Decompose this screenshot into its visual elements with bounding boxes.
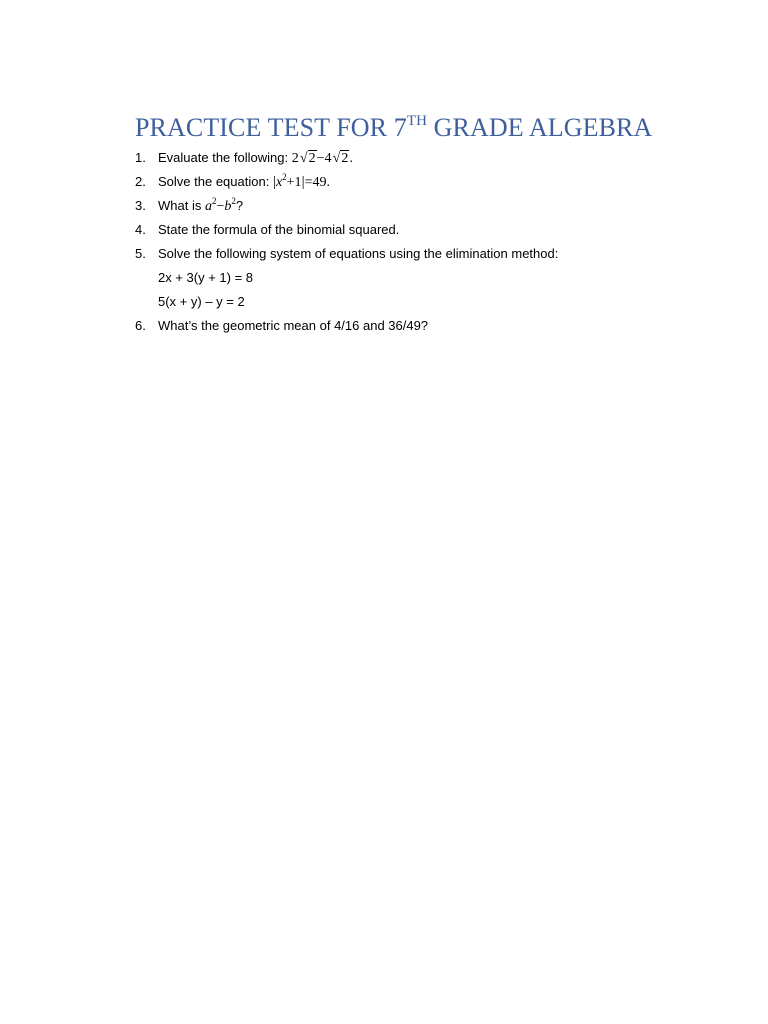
math-punctuation: ? [235,198,244,213]
question-text: Solve the following system of equations using the elimination method: [158,246,559,261]
question-5 [135,242,735,266]
question-number: 6. [135,318,146,333]
question-6 [135,314,735,338]
question-body [158,170,330,195]
math-operator: − [216,199,225,214]
question-text: What’s the geometric mean of 4/16 and 36/49? [158,318,429,333]
math-variable: x [275,175,283,190]
math-term: +1 [286,175,302,190]
radicand: 2 [308,151,316,166]
absolute-bar-left: | [272,174,276,190]
math-expression [204,196,236,214]
math-variable: a [204,199,212,214]
question-2 [135,170,735,194]
question-text: Evaluate the following: [158,150,292,165]
radicand: 2 [341,151,349,166]
title-superscript: TH [406,113,428,129]
question-4 [135,218,735,242]
math-expression [292,151,353,166]
question-list [135,146,735,338]
question-number: 1. [135,150,146,165]
equation-line [135,266,735,290]
question-3 [135,194,735,218]
question-number: 3. [135,198,146,213]
equation-text: 2x + 3(y + 1) = 8 [158,270,254,285]
question-text: Solve the equation: [158,174,273,189]
math-exponent: 2 [211,196,217,206]
math-equals: =49 [304,175,327,190]
math-coefficient: 2 [291,151,299,166]
math-expression [272,172,330,190]
question-body [158,194,243,219]
square-root: √2 [299,151,316,166]
question-number: 4. [135,222,146,237]
math-exponent: 2 [282,172,287,182]
question-number: 5. [135,246,146,261]
equation-text: 5(x + y) – y = 2 [158,294,245,309]
page-title [135,110,652,150]
title-main: PRACTICE TEST FOR 7 [135,113,407,142]
question-1 [135,146,735,170]
absolute-bar-right: | [301,174,305,190]
math-variable: b [224,199,232,214]
square-root: √2 [332,151,349,166]
question-body [158,146,353,171]
title-rest: GRADE ALGEBRA [427,113,653,142]
question-text: State the formula of the binomial squared. [158,222,400,237]
math-punctuation: . [326,175,330,190]
math-punctuation: . [349,151,353,166]
math-coefficient: 4 [324,151,332,166]
math-exponent: 2 [231,196,236,206]
question-text: What is [158,198,205,213]
question-number: 2. [135,174,146,189]
math-operator: − [316,151,325,166]
equation-line [135,290,735,314]
